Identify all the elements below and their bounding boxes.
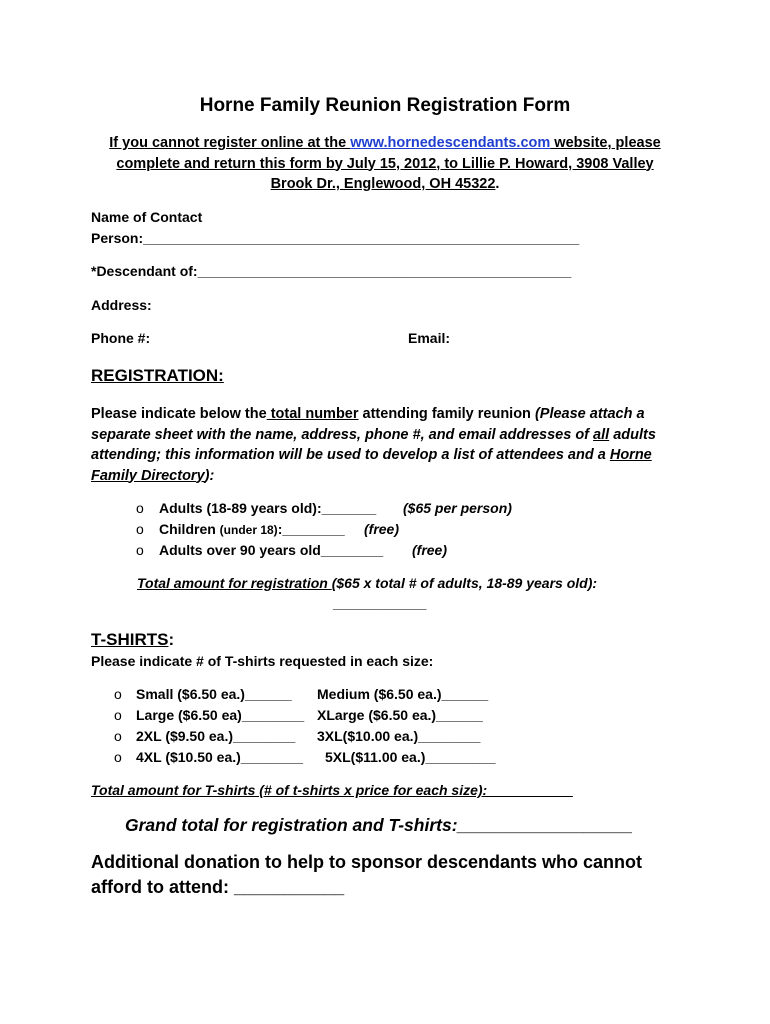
- registration-total-label: Total amount for registration ($65 x total # of adults, 18-89 years old):: [137, 575, 598, 591]
- tshirts-heading: T-SHIRTS:: [91, 630, 175, 649]
- bullet-icon: o: [114, 686, 122, 702]
- bullet-icon: o: [136, 500, 144, 516]
- address-field[interactable]: Address:: [91, 297, 152, 313]
- adults-price: ($65 per person): [403, 500, 512, 516]
- bullet-icon: o: [136, 521, 144, 537]
- intro-paragraph: [0, 133, 770, 195]
- tshirt-large-field[interactable]: Large ($6.50 ea)________: [136, 707, 305, 723]
- bullet-icon: o: [114, 707, 122, 723]
- tshirt-xlarge-field[interactable]: XLarge ($6.50 ea.)______: [317, 707, 483, 723]
- website-link[interactable]: www.hornedescendants.com: [350, 135, 551, 151]
- contact-name-label: Name of Contact: [91, 209, 203, 225]
- adults-field[interactable]: Adults (18-89 years old):_______: [159, 500, 377, 516]
- registration-heading: REGISTRATION:: [91, 366, 224, 385]
- intro-line-1: If you cannot register online at the www.hornedescendants.com website, please: [109, 135, 661, 151]
- page-title: Horne Family Reunion Registration Form: [199, 95, 571, 116]
- intro-line-3: Brook Dr., Englewood, OH 45322.: [270, 176, 500, 192]
- contact-person-field[interactable]: Person:________________________________________________________: [91, 230, 580, 246]
- adults-over-90-price: (free): [412, 542, 448, 558]
- tshirt-small-field[interactable]: Small ($6.50 ea.)______: [136, 686, 292, 702]
- tshirt-3xl-field[interactable]: 3XL($10.00 ea.)________: [317, 728, 481, 744]
- tshirt-medium-field[interactable]: Medium ($6.50 ea.)______: [317, 686, 489, 702]
- tshirt-2xl-field[interactable]: 2XL ($9.50 ea.)________: [136, 728, 296, 744]
- grand-total-field[interactable]: Grand total for registration and T-shirts:__________________: [125, 815, 633, 835]
- donation-field[interactable]: ___________: [233, 876, 345, 897]
- adults-over-90-field[interactable]: Adults over 90 years old________: [159, 542, 384, 558]
- tshirts-total-field[interactable]: Total amount for T-shirts (# of t-shirts x price for each size):___________: [91, 782, 573, 798]
- bullet-icon: o: [136, 542, 144, 558]
- phone-field[interactable]: Phone #:: [91, 330, 151, 346]
- tshirts-subheading: Please indicate # of T-shirts requested in each size:: [91, 653, 434, 669]
- tshirt-4xl-field[interactable]: 4XL ($10.50 ea.)________: [136, 749, 304, 765]
- descendant-field[interactable]: *Descendant of:________________________________________________: [91, 263, 572, 279]
- bullet-icon: o: [114, 728, 122, 744]
- registration-total-field[interactable]: ____________: [333, 595, 427, 611]
- bullet-icon: o: [114, 749, 122, 765]
- children-field[interactable]: Children (under 18):________: [159, 521, 345, 537]
- intro-line-2: complete and return this form by July 15, 2012, to Lillie P. Howard, 3908 Valley: [116, 155, 654, 172]
- donation-paragraph: Additional donation to help to sponsor descendants who cannot afford to attend: ___________: [91, 852, 642, 897]
- email-field[interactable]: Email:: [408, 330, 451, 346]
- registration-instructions: Please indicate below the total number attending family reunion (Please attach a separate sheet with the name, address, phone #, and email addresses of all adults attending; this information will be used to develop a list of attendees and a Horne Family Directory):: [91, 406, 656, 484]
- tshirt-5xl-field[interactable]: 5XL($11.00 ea.)_________: [325, 749, 496, 765]
- children-price: (free): [364, 521, 400, 537]
